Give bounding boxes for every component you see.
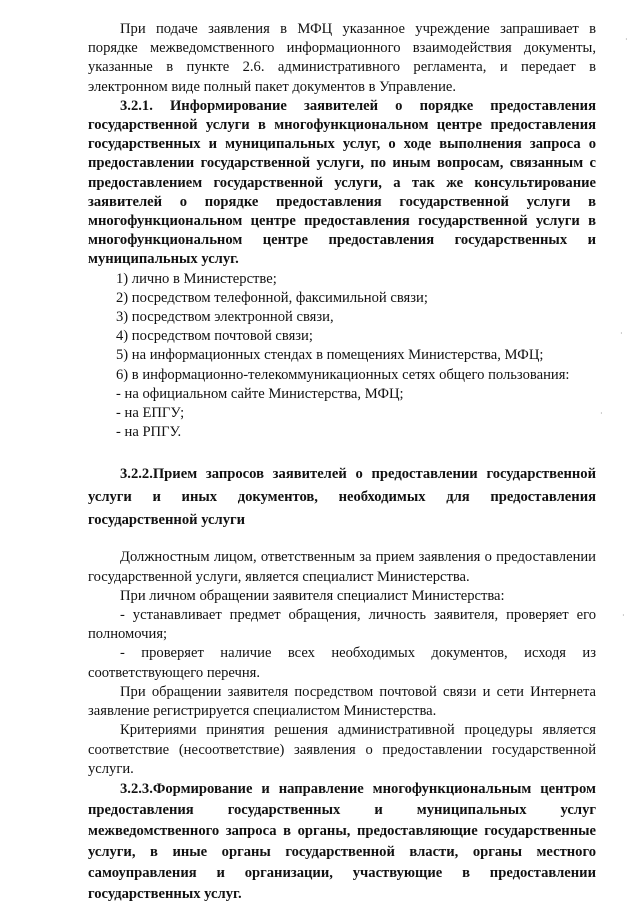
list-item: - на официальном сайте Министерства, МФЦ; (116, 385, 404, 402)
list-item: 3) посредством электронной связи, (116, 309, 334, 326)
intro-paragraph: При подаче заявления в МФЦ указанное учреждение запрашивает в порядке межведомственного информационного взаимодействия документы, указанные в пункте 2.6. административного регламента, и передает в электронном виде полный пакет документов в Управление. (88, 21, 596, 95)
section-heading-3-2-2: 3.2.2.Прием запросов заявителей о предоставлении государственной услуги и иных документов, необходимых для предоставления государственной услуги (88, 466, 596, 529)
list-item: 6) в информационно-телекоммуникационных сетях общего пользования: (116, 366, 570, 383)
list-item: 1) лично в Министерстве; (116, 270, 277, 287)
list-item: - на ЕПГУ; (116, 405, 185, 422)
list-item: - на РПГУ. (116, 424, 182, 441)
criteria-paragraph: Критериями принятия решения административной процедуры является соответствие (несоответствие) заявления о предоставлении государственной услуги. (88, 722, 596, 777)
section-heading-3-2-3: 3.2.3.Формирование и направление многофункциональным центром предоставления государственных и муниципальных услуг межведомственного запроса в органы, предоставляющие государственные услуги, в иные органы государственной власти, органы местного самоуправления и организации, участвующие в предоставлении государственных услуг. (88, 780, 596, 902)
scan-artifact: · (620, 329, 623, 338)
check-identity-paragraph: - устанавливает предмет обращения, личность заявителя, проверяет его полномочия; (88, 607, 596, 643)
check-documents-paragraph: - проверяет наличие всех необходимых документов, исходя из соответствующего перечня. (88, 645, 596, 681)
list-item: 5) на информационных стендах в помещениях Министерства, МФЦ; (116, 347, 544, 364)
postal-paragraph: При обращении заявителя посредством почтовой связи и сети Интернета заявление регистрируется специалистом Министерства. (88, 683, 596, 720)
list-item: 4) посредством почтовой связи; (116, 328, 313, 345)
contact-methods-list (88, 270, 596, 443)
document-page (88, 20, 596, 905)
personal-visit-paragraph: При личном обращении заявителя специалист Министерства: (120, 587, 505, 604)
list-item: 2) посредством телефонной, факсимильной связи; (116, 289, 428, 306)
scan-artifact: · (622, 611, 625, 620)
section-heading-3-2-1: 3.2.1. Информирование заявителей о порядке предоставления государственной услуги в многофункциональном центре предоставления государственных и муниципальных услуг, о ходе выполнения запроса о предоставлении государственной услуги, по иным вопросам, связанным с предоставлением государственной услуги, а так же консультирование заявителей о порядке предоставления государственной услуги в многофункциональном центре предоставления государственной услуги в многофункциональном центре предоставления государственных и муниципальных услуг. (88, 97, 596, 268)
scan-artifact: · (600, 409, 603, 418)
scan-artifact: · (625, 35, 628, 44)
official-paragraph: Должностным лицом, ответственным за прием заявления о предоставлении государственной услуги, является специалист Министерства. (88, 549, 596, 585)
